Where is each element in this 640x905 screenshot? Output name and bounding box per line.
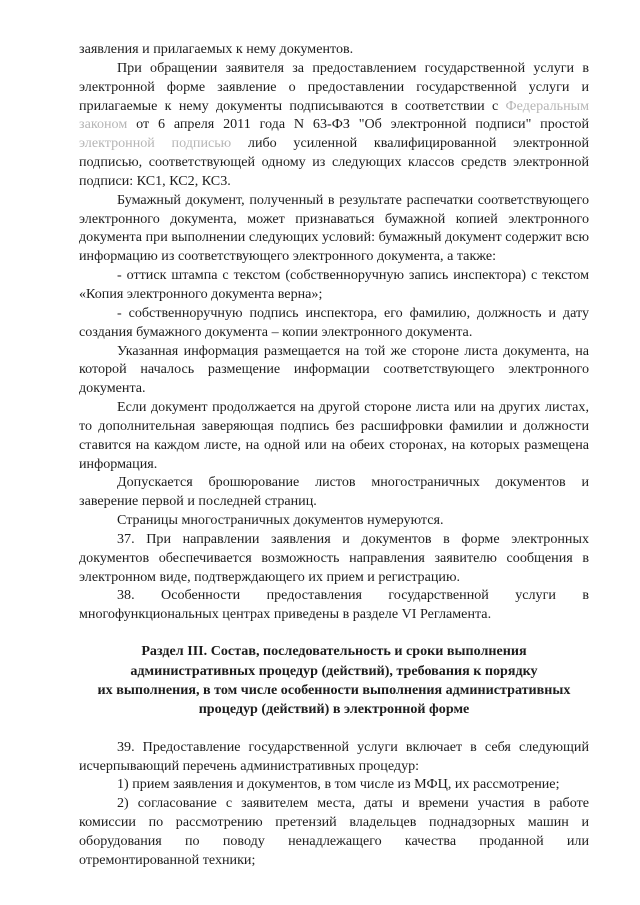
section-gap-bottom (79, 720, 589, 738)
paragraph-info-placement: Указанная информация размещается на той же стороне листа документа, на которой началось размещение информации соответствующего электронного документа. (79, 342, 589, 397)
signature-text-faded-simple-signature: электронной подписью (79, 135, 232, 152)
paragraph-application-docs: заявления и прилагаемых к нему документов. (79, 41, 354, 57)
paragraph-electronic-signature (79, 59, 589, 191)
paragraph-page-numbering: Страницы многостраничных документов нумеруются. (117, 512, 444, 529)
paragraph-binding: Допускается брошюрование листов многостраничных документов и заверение первой и последней страниц. (79, 474, 589, 510)
paragraph-stamp-item: - оттиск штампа с текстом (собственноручную запись инспектора) с текстом «Копия электронного документа верна»; (79, 267, 589, 302)
signature-text-part2: от 6 апреля 2011 года N 63-ФЗ "Об электронной подписи" простой (127, 116, 589, 133)
document-page (79, 40, 589, 870)
paragraph-item-37: 37. При направлении заявления и документов в форме электронных документов обеспечивается возможность направления заявителю сообщения в электронном виде, подтверждающего их прием и регистрацию. (79, 530, 589, 585)
paragraph-item-39: 39. Предоставление государственной услуги включает в себя следующий исчерпывающий перечень административных процедур: (79, 738, 589, 774)
signature-text-faded-law: Федеральным законом (79, 97, 589, 133)
paragraph-continuation: Если документ продолжается на другой стороне листа или на других листах, то дополнительная заверяющая подпись без расшифровки фамилии и должности ставится на каждом листе, на одной или на обеих сторонах, на которых размещена информация. (79, 399, 589, 472)
paragraph-paper-copy: Бумажный документ, полученный в результате распечатки соответствующего электронного документа, может признаваться бумажной копией электронного документа при выполнении следующих условий: бумажный документ содержит всю информацию из соответствующего электронного документа, а также: (79, 191, 589, 265)
paragraph-signature-item: - собственноручную подпись инспектора, его фамилию, должность и дату создания бумажного документа – копии электронного документа. (79, 304, 589, 340)
section-gap-top (79, 624, 589, 642)
signature-text-part3: либо усиленной квалифицированной электронной подписью, соответствующей одному из следующих классов средств электронной подписи: КС1, КС2, КС3. (79, 135, 589, 189)
paragraph-item-38: 38. Особенности предоставления государственной услуги в многофункциональных центрах приведены в разделе VI Регламента. (79, 587, 589, 623)
section-heading-line-1: Раздел III. Состав, последовательность и сроки выполнения (141, 643, 527, 660)
section-heading-line-3: их выполнения, в том числе особенности выполнения административных (97, 681, 571, 698)
section-heading-line-2: административных процедур (действий), требования к порядку (130, 662, 538, 679)
section-heading (79, 642, 589, 720)
section-heading-line-4: процедур (действий) в электронной форме (198, 701, 470, 718)
signature-text-part1: При обращении заявителя за предоставлением государственной услуги в электронной форме заявление о предоставлении государственной услуги и прилагаемые к нему документы подписываются в соответствии с (79, 59, 589, 114)
paragraph-procedure-1: 1) прием заявления и документов, в том числе из МФЦ, их рассмотрение; (117, 776, 560, 793)
paragraph-procedure-2: 2) согласование с заявителем места, даты и времени участия в работе комиссии по рассмотрению претензий владельцев поднадзорных машин и оборудования по поводу ненадлежащего качества проданной или отремонтированной техники; (79, 795, 589, 868)
